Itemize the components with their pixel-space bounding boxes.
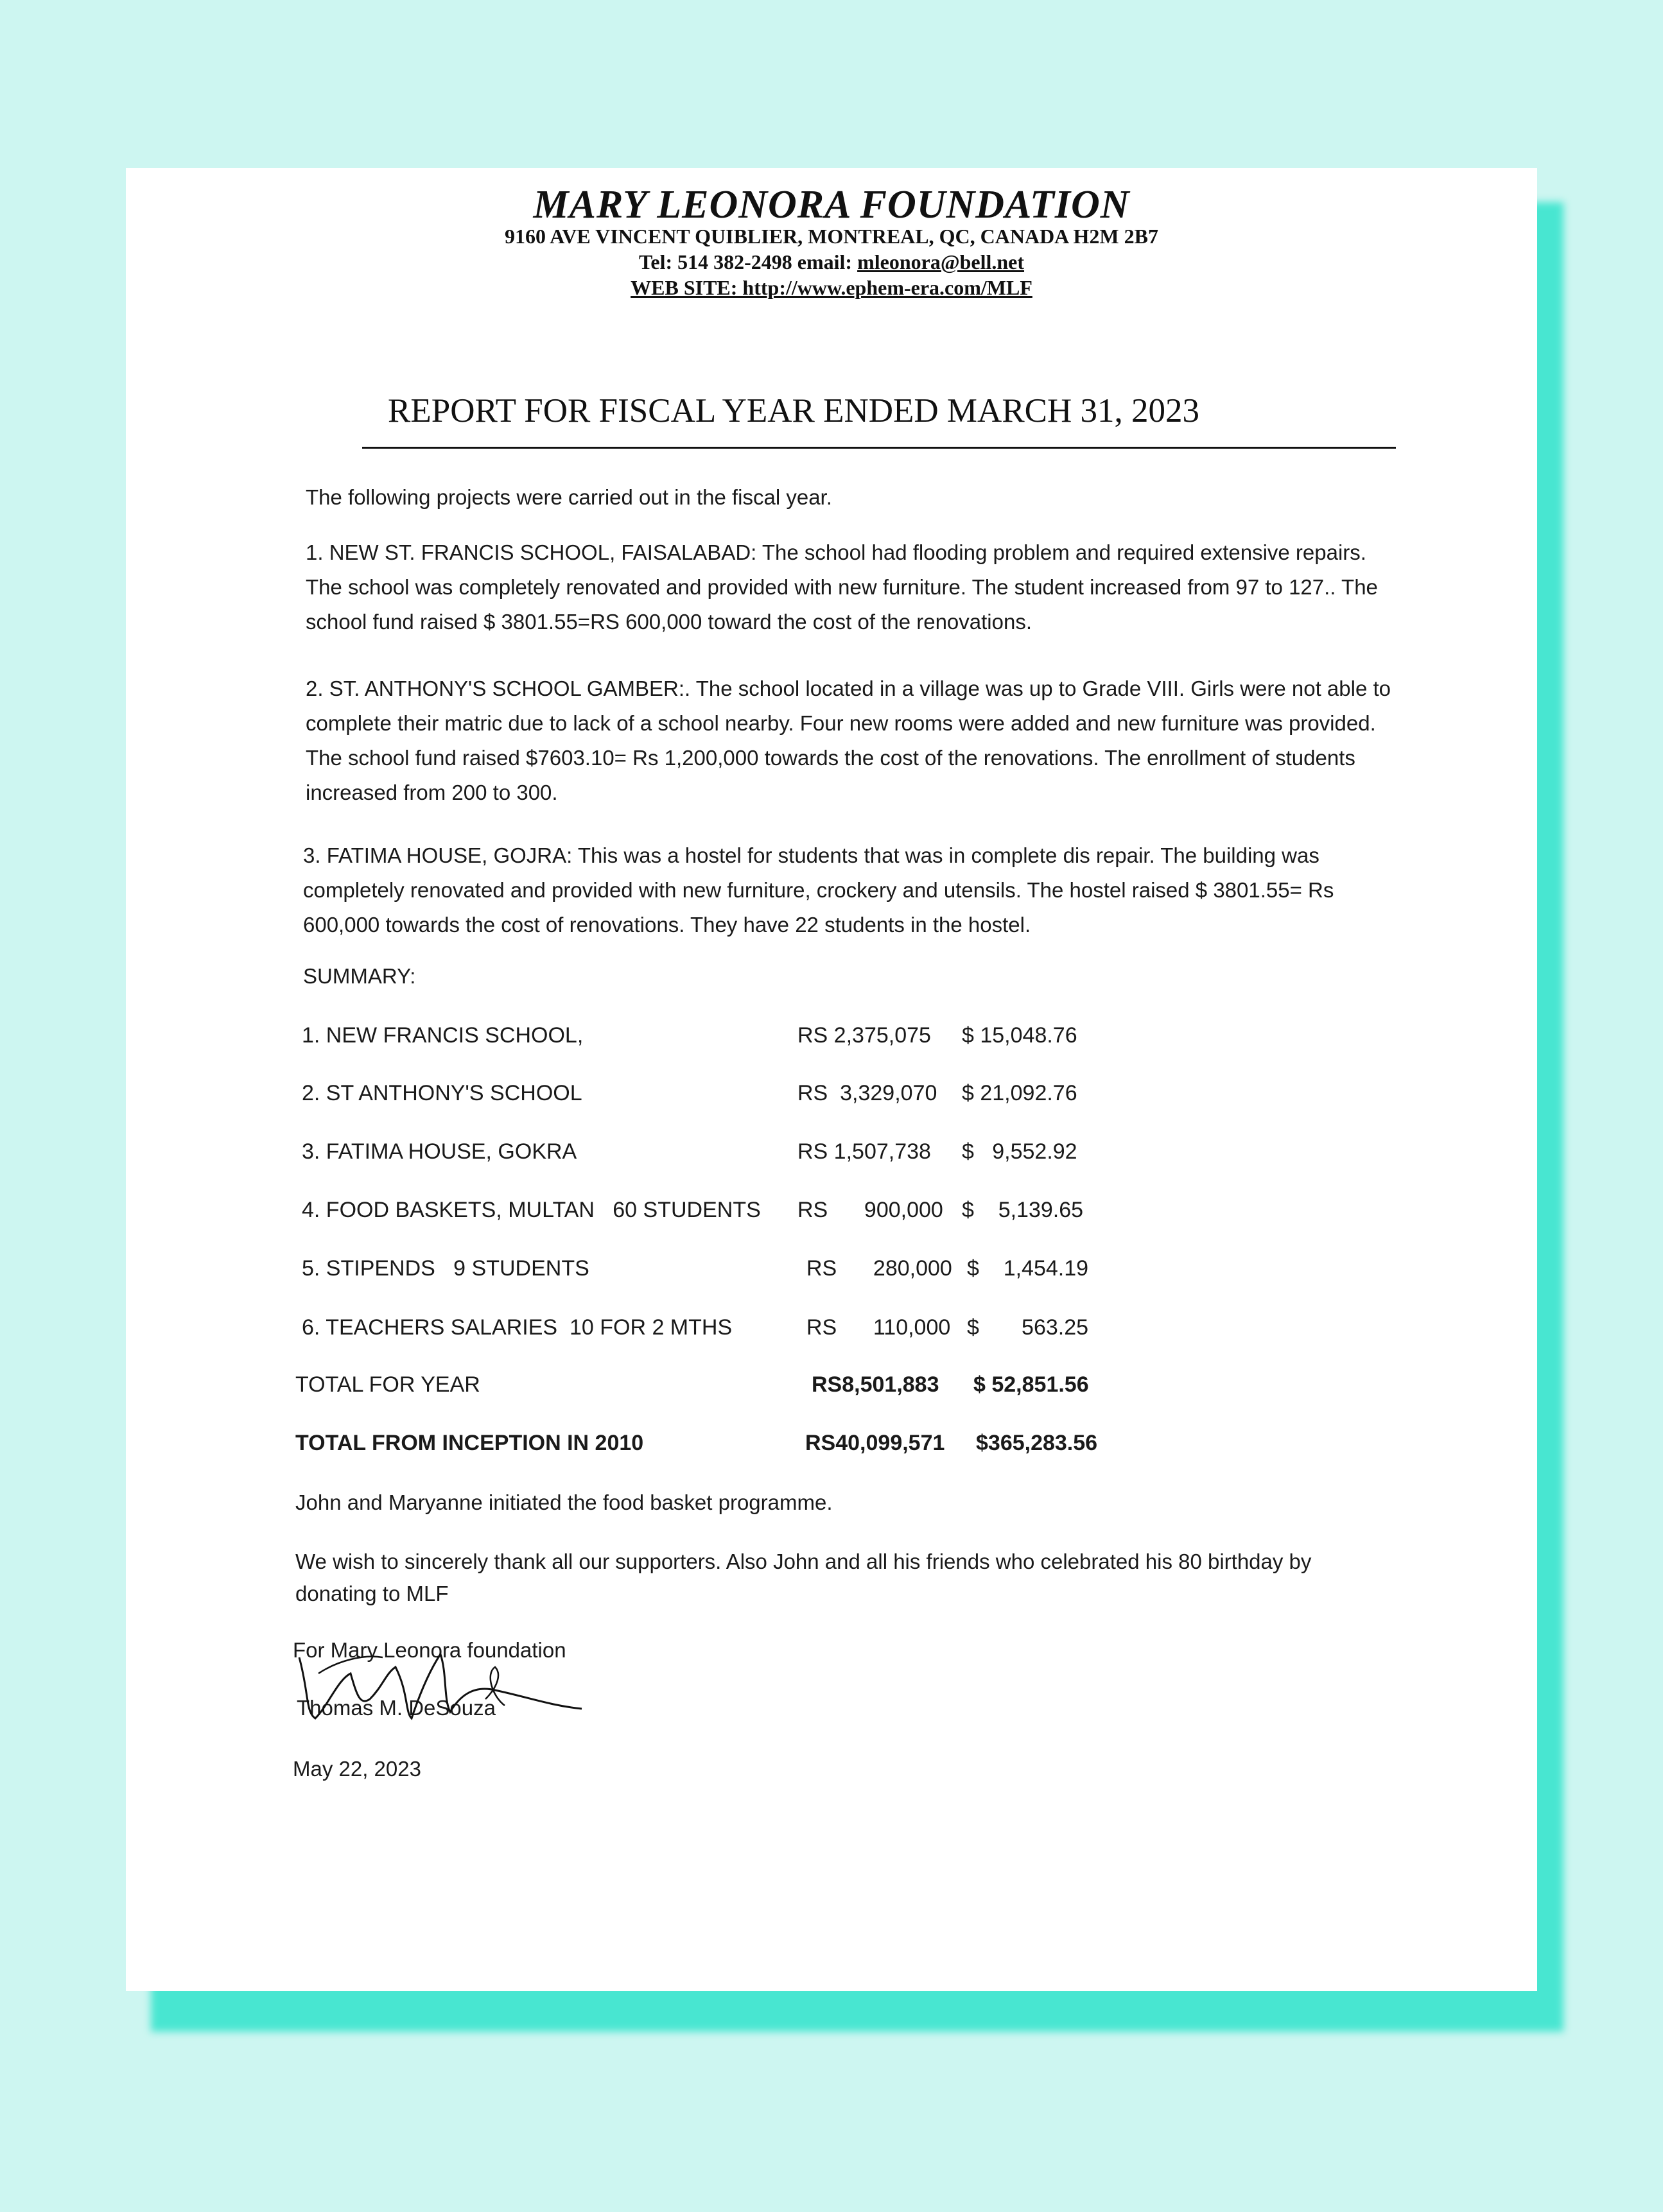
signature-for-line: For Mary Leonora foundation xyxy=(293,1638,566,1662)
summary-total-usd: $ 52,851.56 xyxy=(973,1372,1089,1397)
summary-item-label: 1. NEW FRANCIS SCHOOL, xyxy=(302,1023,584,1048)
summary-item-label: 6. TEACHERS SALARIES 10 FOR 2 MTHS xyxy=(302,1315,733,1340)
org-name: MARY LEONORA FOUNDATION xyxy=(533,183,1130,227)
summary-item-usd: $ 21,092.76 xyxy=(962,1081,1077,1105)
summary-total-rs: RS8,501,883 xyxy=(812,1372,939,1397)
summary-row xyxy=(126,1198,1537,1230)
signer-name: Thomas M. DeSouza xyxy=(297,1696,496,1720)
document-page xyxy=(126,168,1537,1991)
summary-item-label: 3. FATIMA HOUSE, GOKRA xyxy=(302,1139,577,1164)
report-intro: The following projects were carried out in the fiscal year. xyxy=(306,485,832,509)
summary-item-usd: $ 563.25 xyxy=(967,1315,1089,1340)
summary-inception-usd: $365,283.56 xyxy=(976,1431,1098,1455)
title-divider xyxy=(362,447,1396,449)
handwritten-signature xyxy=(280,1635,614,1731)
summary-total-label: TOTAL FOR YEAR xyxy=(295,1372,480,1397)
project-paragraph-3: 3. FATIMA HOUSE, GOJRA: This was a hostel for students that was in complete dis repair. The building was completely renovated and provided with new furniture, crockery and utensils. The hostel raised $ 3801.55= Rs 600,000 towards the cost of renovations. They have 22 students in the hostel. xyxy=(303,843,1334,937)
thank-you-note: We wish to sincerely thank all our supporters. Also John and all his friends who celebrated his 80 birthday by donating to MLF xyxy=(295,1550,1312,1605)
summary-row xyxy=(126,1315,1537,1347)
summary-item-usd: $ 15,048.76 xyxy=(962,1023,1077,1048)
summary-item-label: 4. FOOD BASKETS, MULTAN 60 STUDENTS xyxy=(302,1198,761,1222)
summary-item-rs: RS 900,000 xyxy=(797,1198,943,1222)
project-paragraph-2: 2. ST. ANTHONY'S SCHOOL GAMBER:. The school located in a village was up to Grade VIII. Girls were not able to complete their matric due to lack of a school nearby. Four new rooms were added and new furniture was provided. The school fund raised $7603.10= Rs 1,200,000 towards the cost of the renovations. The enrollment of students increased from 200 to 300. xyxy=(306,677,1391,804)
summary-item-rs: RS 280,000 xyxy=(806,1256,952,1281)
summary-total-row xyxy=(126,1372,1537,1404)
summary-item-usd: $ 1,454.19 xyxy=(967,1256,1089,1281)
summary-inception-label: TOTAL FROM INCEPTION IN 2010 xyxy=(295,1431,644,1455)
summary-inception-row xyxy=(126,1431,1537,1463)
org-phone: Tel: 514 382-2498 email: xyxy=(638,250,858,273)
summary-item-rs: RS 2,375,075 xyxy=(797,1023,931,1048)
summary-inception-rs: RS40,099,571 xyxy=(805,1431,945,1455)
summary-item-usd: $ 5,139.65 xyxy=(962,1198,1084,1222)
org-contact xyxy=(126,250,1537,274)
summary-item-rs: RS 1,507,738 xyxy=(797,1139,931,1164)
summary-item-label: 2. ST ANTHONY'S SCHOOL xyxy=(302,1081,582,1105)
summary-row xyxy=(126,1139,1537,1171)
org-email-link[interactable]: mleonora@bell.net xyxy=(857,250,1025,273)
summary-item-rs: RS 110,000 xyxy=(806,1315,951,1340)
signature-date: May 22, 2023 xyxy=(293,1757,421,1781)
summary-row xyxy=(126,1023,1537,1055)
summary-item-usd: $ 9,552.92 xyxy=(962,1139,1077,1164)
project-paragraph-1: 1. NEW ST. FRANCIS SCHOOL, FAISALABAD: The school had flooding problem and required extensive repairs. The school was completely renovated and provided with new furniture. The student increased from 97 to 127.. The school fund raised $ 3801.55=RS 600,000 toward the cost of the renovations. xyxy=(306,540,1378,634)
summary-row xyxy=(126,1256,1537,1288)
summary-label: SUMMARY: xyxy=(303,964,416,988)
org-website-link[interactable]: WEB SITE: http://www.ephem-era.com/MLF xyxy=(631,276,1032,299)
food-basket-note: John and Maryanne initiated the food basket programme. xyxy=(295,1491,833,1514)
org-address: 9160 AVE VINCENT QUIBLIER, MONTREAL, QC, CANADA H2M 2B7 xyxy=(505,225,1158,248)
summary-item-rs: RS 3,329,070 xyxy=(797,1081,937,1105)
summary-row xyxy=(126,1081,1537,1113)
report-title: REPORT FOR FISCAL YEAR ENDED MARCH 31, 2023 xyxy=(388,392,1200,429)
summary-item-label: 5. STIPENDS 9 STUDENTS xyxy=(302,1256,589,1281)
